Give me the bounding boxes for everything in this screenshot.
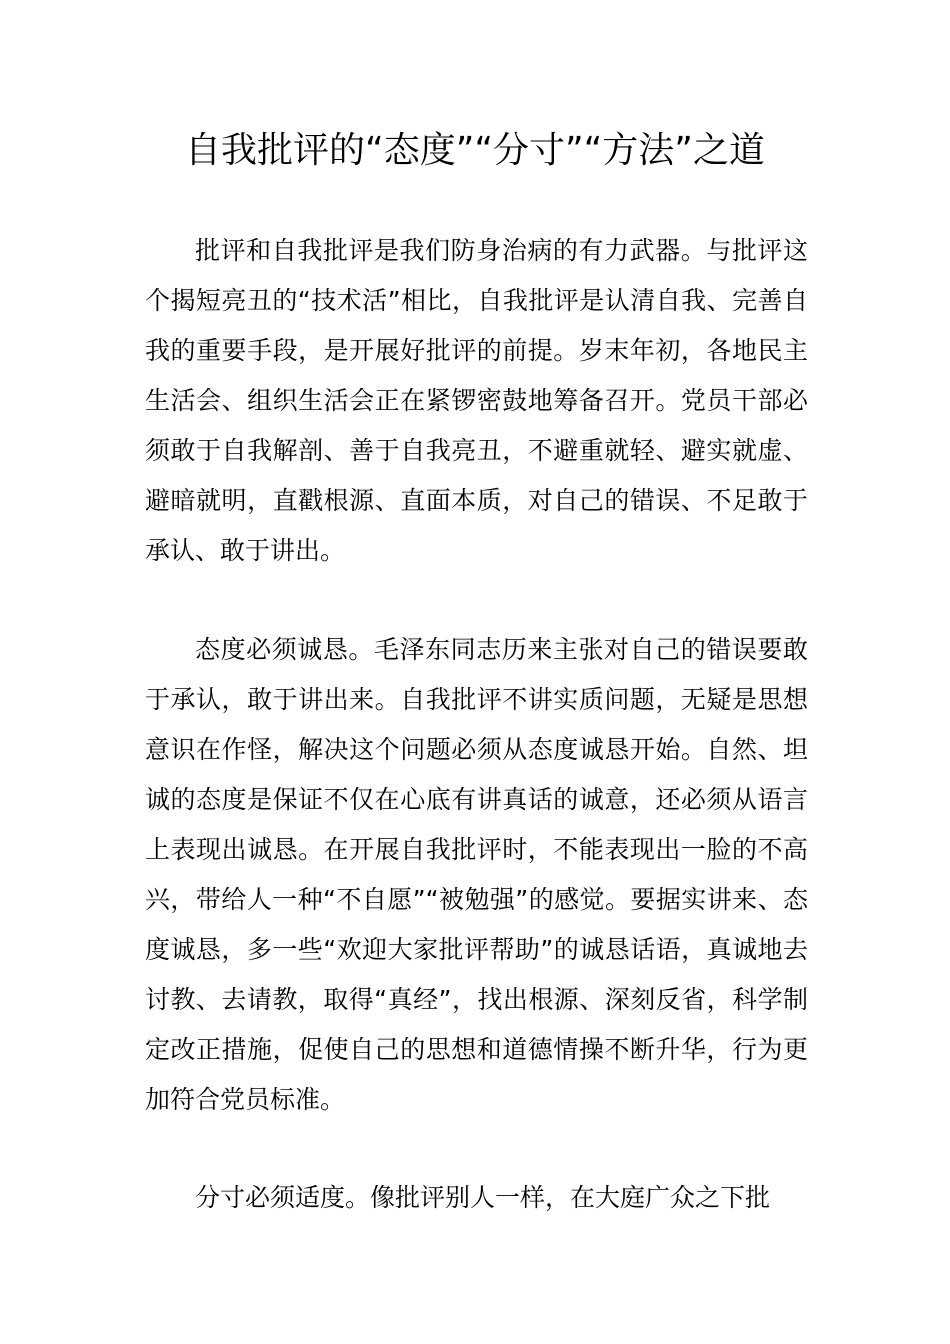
paragraph-measure: 分寸必须适度。像批评别人一样，在大庭广众之下批 (195, 1183, 771, 1212)
paragraph-intro: 批评和自我批评是我们防身治病的有力武器。与批评这个揭短亮丑的“技术活”相比，自我批评是认清自我、完善自我的重要手段，是开展好批评的前提。岁末年初，各地民主生活会、组织生活会正在紧锣密鼓地筹备召开。党员干部必须敢于自我解剖、善于自我亮丑，不避重就轻、避实就虚、避暗就明，直戳根源、直面本质，对自己的错误、不足敢于承认、敢于讲出。 (145, 236, 808, 565)
document-title: 自我批评的“态度”“分寸”“方法”之道 (185, 130, 765, 171)
paragraph-attitude: 态度必须诚恳。毛泽东同志历来主张对自己的错误要敢于承认，敢于讲出来。自我批评不讲实质问题，无疑是思想意识在作怪，解决这个问题必须从态度诚恳开始。自然、坦诚的态度是保证不仅在心底有讲真话的诚意，还必须从语言上表现出诚恳。在开展自我批评时，不能表现出一脸的不高兴，带给人一种“不自愿”“被勉强”的感觉。要据实讲来、态度诚恳，多一些“欢迎大家批评帮助”的诚恳话语，真诚地去讨教、去请教，取得“真经”，找出根源、深刻反省，科学制定改正措施，促使自己的思想和道德情操不断升华，行为更加符合党员标准。 (145, 635, 808, 1114)
